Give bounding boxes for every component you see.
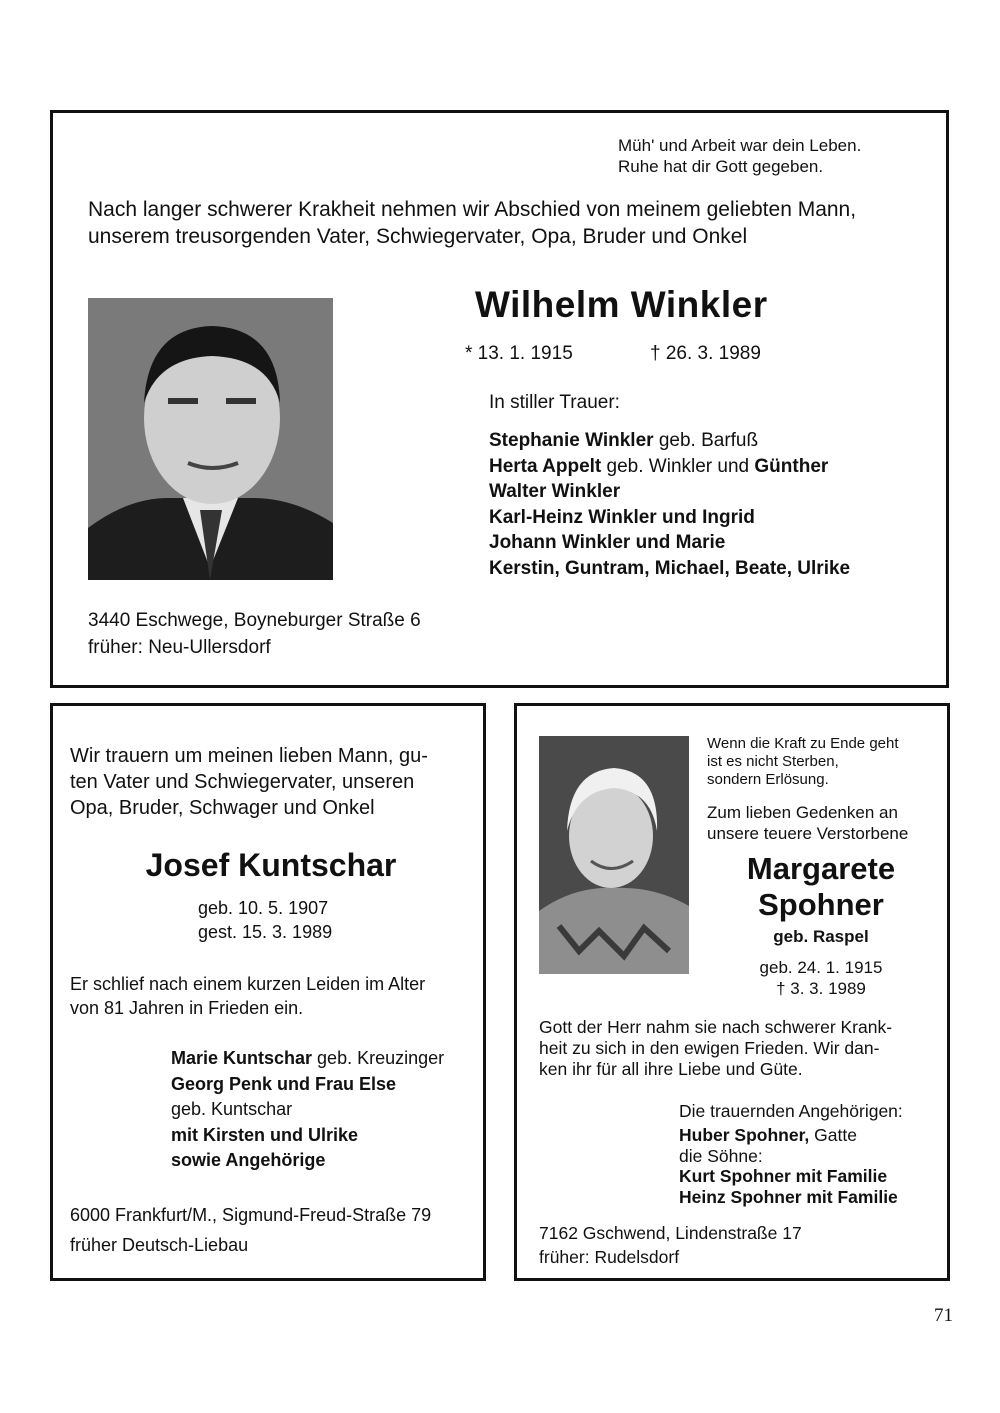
motto-line: sondern Erlösung. [707, 771, 829, 788]
mourner: Georg Penk und Frau Else [171, 1073, 397, 1094]
mourner: Walter Winkler [489, 481, 621, 502]
memory-line: unsere teuere Verstorbene [707, 824, 909, 843]
mourner [679, 1125, 898, 1146]
death-date: gest. 15. 3. 1989 [198, 922, 333, 942]
page-number: 71 [934, 1305, 953, 1326]
address-line: früher: Rudelsdorf [539, 1247, 680, 1267]
passing-line: Gott der Herr nahm sie nach schwerer Krank- [539, 1017, 893, 1037]
address-line: 3440 Eschwege, Boyneburger Straße 6 [88, 610, 421, 631]
mourner: Kerstin, Guntram, Michael, Beate, Ulrike [489, 557, 851, 579]
motto [707, 735, 899, 789]
address [70, 1200, 431, 1260]
mourner: die Söhne: [679, 1145, 763, 1166]
mourners-list [679, 1125, 898, 1207]
mourner: Kurt Spohner mit Familie [679, 1166, 888, 1186]
obituary-wilhelm-winkler [50, 110, 949, 688]
intro-line: Nach langer schwerer Krakheit nehmen wir Abschied von meinem geliebten Mann, [88, 198, 857, 221]
mourning-label: Die trauernden Angehörigen: [679, 1101, 903, 1121]
mourner [171, 1046, 444, 1072]
mourner: mit Kirsten und Ulrike [171, 1124, 359, 1145]
mourner-name: Huber Spohner, [679, 1125, 810, 1145]
mourner-detail: geb. Barfuß [653, 430, 759, 451]
intro-text [70, 743, 470, 821]
intro-line: Opa, Bruder, Schwager und Onkel [70, 797, 375, 819]
passing-line: von 81 Jahren in Frieden ein. [70, 998, 304, 1018]
mourners-list [171, 1046, 444, 1174]
mourner-name: Stephanie Winkler [489, 430, 654, 451]
intro-line: unserem treusorgenden Vater, Schwiegervater, Opa, Bruder und Onkel [88, 225, 748, 248]
mourners-list [489, 428, 850, 581]
mourner-name: Günther [754, 455, 829, 477]
memory-line: Zum lieben Gedenken an [707, 803, 898, 822]
motto-line: Wenn die Kraft zu Ende geht [707, 735, 899, 752]
first-name: Margarete [746, 851, 896, 886]
death-date: † 26. 3. 1989 [650, 343, 761, 364]
memory-text [707, 802, 908, 844]
portrait-woman-icon [539, 736, 689, 974]
obituary-josef-kuntschar [50, 703, 486, 1281]
mourner-name: Herta Appelt [489, 455, 602, 477]
intro-line: ten Vater und Schwiegervater, unseren [70, 771, 415, 793]
birth-date: * 13. 1. 1915 [465, 343, 573, 364]
intro-line: Wir trauern um meinen lieben Mann, gu- [70, 745, 428, 767]
address [539, 1221, 802, 1269]
mourner: geb. Kuntschar [171, 1099, 293, 1120]
deceased-name: Wilhelm Winkler [475, 284, 768, 325]
address-line: früher: Neu-Ullersdorf [88, 637, 271, 658]
mourner: Heinz Spohner mit Familie [679, 1186, 898, 1207]
birth-date: geb. 10. 5. 1907 [198, 898, 329, 918]
portrait-photo [88, 298, 333, 580]
dates [198, 896, 332, 944]
mourner: sowie Angehörige [171, 1150, 326, 1171]
passing-line: ken ihr für all ihre Liebe und Güte. [539, 1059, 803, 1079]
mourner: Johann Winkler und Marie [489, 532, 726, 553]
mourner-detail: geb. Winkler und [601, 455, 755, 477]
death-date: † 3. 3. 1989 [776, 979, 866, 998]
address-line: früher Deutsch-Liebau [70, 1235, 249, 1255]
obituary-margarete-spohner [514, 703, 950, 1281]
deceased-name [689, 851, 953, 923]
mourner-detail: geb. Kreuzinger [312, 1048, 445, 1068]
passing-text [70, 972, 425, 1020]
mourning-label: In stiller Trauer: [489, 392, 620, 413]
address-line: 6000 Frankfurt/M., Sigmund-Freud-Straße 79 [70, 1205, 432, 1225]
mourner [489, 454, 850, 480]
maiden-name: geb. Raspel [773, 927, 869, 946]
portrait-man-icon [88, 298, 333, 580]
motto-line: Ruhe hat dir Gott gegeben. [618, 157, 824, 176]
passing-line: Er schlief nach einem kurzen Leiden im Alter [70, 974, 426, 994]
passing-line: heit zu sich in den ewigen Frieden. Wir dan- [539, 1038, 880, 1058]
birth-date: geb. 24. 1. 1915 [759, 958, 883, 977]
portrait-photo [539, 736, 689, 974]
passing-text [539, 1017, 892, 1080]
mourner: Karl-Heinz Winkler und Ingrid [489, 506, 755, 528]
mourner-name: Marie Kuntschar [171, 1048, 313, 1068]
intro-text [88, 196, 856, 250]
last-name: Spohner [758, 887, 884, 922]
motto-line: ist es nicht Sterben, [707, 753, 839, 770]
deceased-name: Josef Kuntschar [145, 847, 397, 883]
motto [618, 135, 861, 177]
motto-line: Müh' und Arbeit war dein Leben. [618, 136, 862, 155]
mourner-detail: Gatte [809, 1125, 857, 1145]
mourner [489, 428, 850, 454]
dates [689, 957, 953, 999]
address [88, 607, 421, 661]
address-line: 7162 Gschwend, Lindenstraße 17 [539, 1223, 802, 1243]
